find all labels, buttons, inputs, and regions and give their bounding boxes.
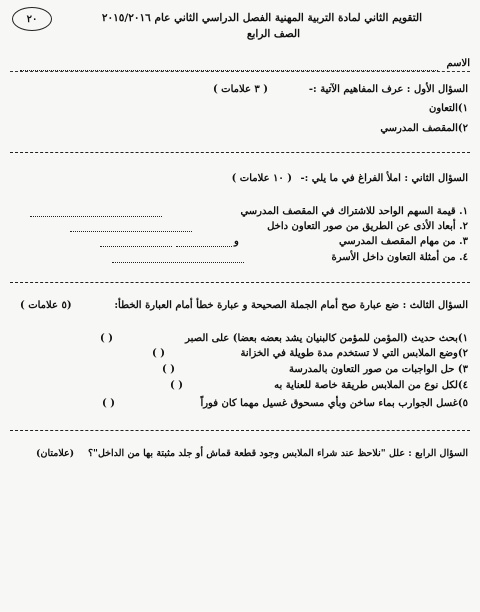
name-label: الاسم: [446, 58, 470, 69]
q1-item-2: ٢)المقصف المدرسي: [380, 123, 468, 134]
q4-title: السؤال الرابع : علل "نلاحظ عند شراء الملابس وجود قطعة قماش أو جلد مثبتة بها من الداخل"؟: [87, 448, 468, 459]
q2-marks: ( ١٠ علامات ): [231, 173, 292, 184]
q3-answer-1[interactable]: ( ): [100, 333, 113, 344]
q3-answer-2[interactable]: ( ): [152, 348, 165, 359]
q3-item-5: ٥)غسل الجوارب بماء ساخن وبأي مسحوق غسيل مهما كان فوراً: [200, 398, 468, 409]
q2-blank-1: [30, 216, 162, 217]
section-divider: [10, 430, 470, 431]
q3-item-1: ١)بحث حديث (المؤمن للمؤمن كالبنيان يشد بعضه بعضا) على الصبر: [185, 333, 468, 344]
q2-conjunction: و: [234, 236, 239, 247]
q4-marks: (علامتان): [36, 448, 75, 459]
q2-item-2: ٢. أبعاد الأذى عن الطريق من صور التعاون داخل: [267, 221, 468, 232]
q2-item-1: ١. قيمة السهم الواحد للاشتراك في المقصف المدرسي: [240, 206, 468, 217]
q1-item-1: ١)التعاون: [429, 103, 468, 114]
q3-item-3: ٣) حل الواجبات من صور التعاون بالمدرسة: [289, 364, 468, 375]
q2-item-3: ٣. من مهام المقصف المدرسي: [338, 236, 468, 247]
q2-blank-3a: [176, 246, 232, 247]
q2-blank-4: [112, 262, 244, 263]
q1-marks: ( ٣ علامات ): [212, 84, 268, 95]
q2-item-4: ٤. من أمثلة التعاون داخل الأسرة: [331, 252, 468, 263]
q3-title: السؤال الثالث : ضع عبارة صح أمام الجملة الصحيحة و عبارة خطأ أمام العبارة الخطأ:: [114, 300, 468, 311]
q3-answer-5[interactable]: ( ): [102, 398, 115, 409]
q3-answer-3[interactable]: ( ): [162, 364, 175, 375]
q1-title: السؤال الأول : عرف المفاهيم الآتية :-: [308, 84, 468, 95]
q2-title: السؤال الثاني : املأ الفراغ في ما يلي :-: [300, 173, 468, 184]
score-box-value: ٢٠: [26, 13, 38, 25]
document-title: التقويم الثاني لمادة التربية المهنية الفصل الدراسي الثاني عام ٢٠١٥/٢٠١٦: [101, 12, 422, 24]
divider: [10, 71, 470, 72]
q3-marks: (٥ علامات ): [20, 300, 72, 311]
score-box: [12, 7, 52, 31]
q2-blank-2: [70, 231, 192, 232]
q3-item-2: ٢)وضع الملابس التي لا تستخدم مدة طويلة في الخزانة: [240, 348, 468, 359]
q3-item-4: ٤)لكل نوع من الملابس طريقة خاصة للعناية به: [274, 380, 468, 391]
section-divider: [10, 152, 470, 153]
section-divider: [10, 282, 470, 283]
grade-label: الصف الرابع: [246, 28, 300, 40]
q3-answer-4[interactable]: ( ): [170, 380, 183, 391]
q2-blank-3b: [100, 246, 172, 247]
